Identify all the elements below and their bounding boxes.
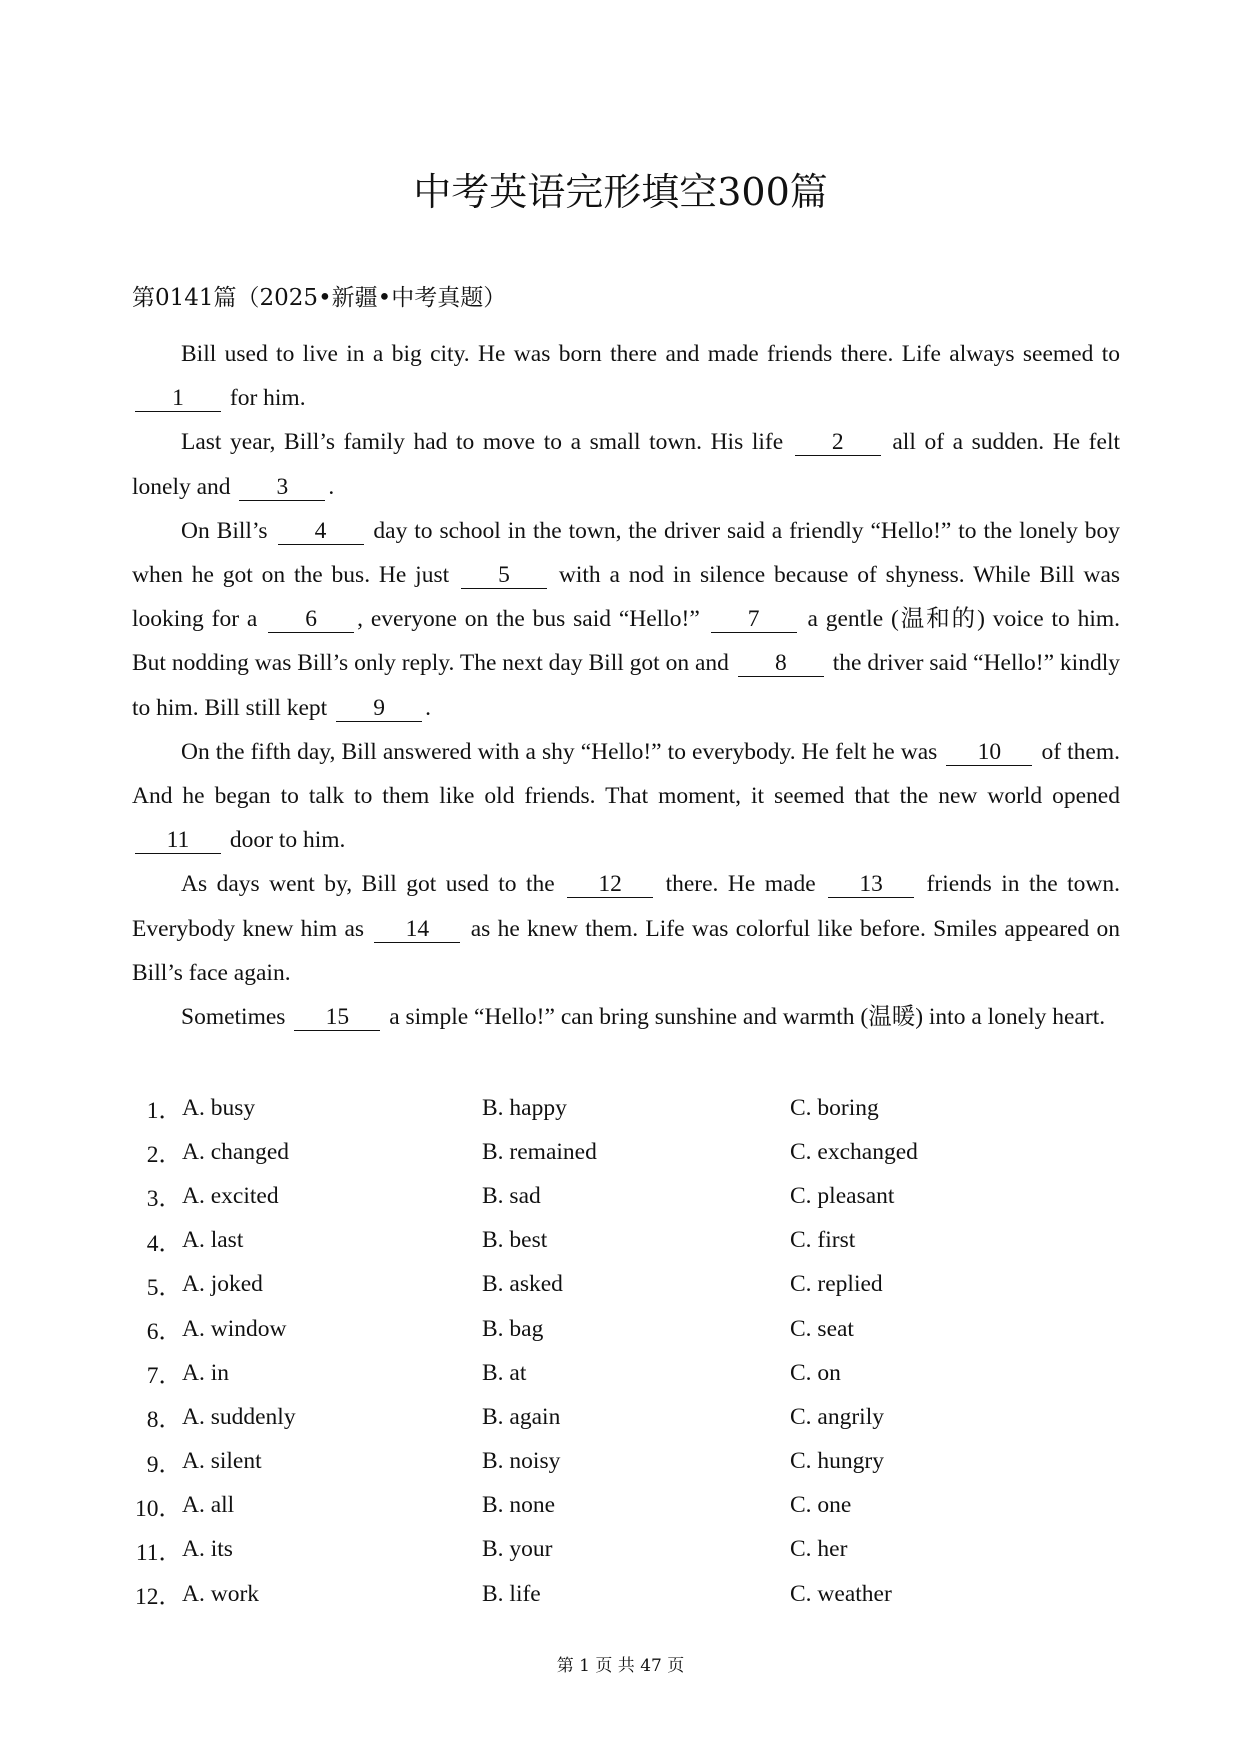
cloze-blank: 4 bbox=[278, 518, 364, 545]
option-a: A. all bbox=[182, 1492, 235, 1519]
option-a: A. excited bbox=[182, 1182, 279, 1209]
option-b: B. again bbox=[482, 1403, 561, 1430]
option-b: B. none bbox=[482, 1492, 556, 1519]
cloze-blank: 8 bbox=[738, 650, 824, 677]
answer-choices bbox=[132, 1086, 1120, 1616]
question-number: 8． bbox=[146, 1407, 182, 1434]
option-a: A. in bbox=[182, 1359, 229, 1386]
passage-text: there. He made bbox=[665, 871, 816, 898]
option-b: B. happy bbox=[482, 1094, 567, 1121]
option-b: B. at bbox=[482, 1359, 527, 1386]
option-a: A. work bbox=[182, 1580, 260, 1607]
option-c: C. seat bbox=[790, 1315, 854, 1342]
cloze-blank: 3 bbox=[239, 474, 325, 501]
option-b: B. sad bbox=[482, 1182, 541, 1209]
question-number: 2． bbox=[146, 1142, 182, 1169]
cloze-blank: 7 bbox=[711, 606, 797, 633]
question-row bbox=[132, 1174, 1120, 1218]
passage-text: . bbox=[425, 694, 431, 721]
passage-text: Bill used to live in a big city. He was born there and made friends there. Life always seemed to bbox=[181, 341, 1120, 367]
option-a: A. silent bbox=[182, 1448, 262, 1475]
option-a: A. its bbox=[182, 1536, 233, 1563]
passage-text: all of a sudden. He felt lonely and bbox=[132, 429, 1121, 500]
passage bbox=[132, 332, 1120, 1039]
question-number: 11． bbox=[135, 1539, 182, 1566]
option-a: A. suddenly bbox=[182, 1403, 296, 1430]
option-b: B. best bbox=[482, 1227, 548, 1254]
option-a: A. last bbox=[182, 1227, 244, 1254]
passage-text: On Bill’s bbox=[181, 517, 268, 544]
passage-paragraph bbox=[132, 862, 1120, 995]
question-number: 10． bbox=[135, 1495, 182, 1522]
option-b: B. asked bbox=[482, 1271, 563, 1298]
question-row bbox=[132, 1572, 1120, 1616]
cloze-blank: 6 bbox=[268, 606, 354, 633]
cloze-blank: 5 bbox=[461, 562, 547, 589]
question-number: 6． bbox=[146, 1319, 182, 1346]
question-row bbox=[132, 1307, 1120, 1351]
question-row bbox=[132, 1528, 1120, 1572]
question-row bbox=[132, 1484, 1120, 1528]
passage-text: the driver said “Hello!” kindly to him. Bill still kept bbox=[132, 650, 1120, 721]
question-row bbox=[132, 1086, 1120, 1130]
question-row bbox=[132, 1440, 1120, 1484]
passage-text: a simple “Hello!” can bring sunshine and warmth (温暖) into a lonely heart. bbox=[389, 1004, 1106, 1031]
passage-text: On the fifth day, Bill answered with a shy “Hello!” to everybody. He felt he was bbox=[181, 738, 938, 765]
passage-text: Sometimes bbox=[181, 1004, 286, 1031]
passage-text: day to school in the town, the driver said a friendly “Hello!” to the lonely boy when he got on the bus. He just bbox=[132, 517, 1120, 589]
cloze-blank: 14 bbox=[374, 916, 460, 943]
passage-paragraph bbox=[132, 995, 1120, 1039]
passage-heading: 第0141篇（2025•新疆•中考真题） bbox=[132, 285, 507, 311]
question-number: 7． bbox=[146, 1363, 182, 1390]
passage-text: friends in the town. Everybody knew him as bbox=[132, 871, 1121, 942]
option-c: C. one bbox=[790, 1492, 852, 1519]
option-a: A. changed bbox=[182, 1138, 290, 1165]
question-row bbox=[132, 1395, 1120, 1439]
question-row bbox=[132, 1351, 1120, 1395]
question-number: 5． bbox=[146, 1274, 182, 1301]
passage-text: Last year, Bill’s family had to move to a small town. His life bbox=[181, 429, 784, 456]
cloze-blank: 2 bbox=[795, 429, 881, 456]
cloze-blank: 13 bbox=[828, 871, 914, 898]
option-c: C. first bbox=[790, 1227, 856, 1254]
option-c: C. pleasant bbox=[790, 1182, 895, 1209]
option-a: A. busy bbox=[182, 1094, 256, 1121]
option-b: B. your bbox=[482, 1536, 553, 1563]
passage-text: , everyone on the bus said “Hello!” bbox=[357, 606, 700, 633]
passage-text: As days went by, Bill got used to the bbox=[181, 871, 555, 898]
option-c: C. weather bbox=[790, 1580, 892, 1607]
option-c: C. replied bbox=[790, 1271, 883, 1298]
question-number: 3． bbox=[146, 1186, 182, 1213]
passage-text: a gentle (温和的) voice to him. But nodding was Bill’s only reply. The next day Bill got on and bbox=[132, 606, 1121, 677]
passage-paragraph bbox=[132, 730, 1120, 863]
option-c: C. exchanged bbox=[790, 1138, 918, 1165]
question-number: 1． bbox=[146, 1098, 182, 1125]
cloze-blank: 11 bbox=[135, 827, 221, 854]
cloze-blank: 9 bbox=[336, 695, 422, 722]
passage-text: with a nod in silence because of shyness. While Bill was looking for a bbox=[132, 562, 1121, 633]
passage-paragraph bbox=[132, 509, 1120, 730]
option-b: B. noisy bbox=[482, 1448, 561, 1475]
question-number: 9． bbox=[146, 1451, 182, 1478]
question-row bbox=[132, 1263, 1120, 1307]
option-a: A. joked bbox=[182, 1271, 263, 1298]
cloze-blank: 12 bbox=[567, 871, 653, 898]
option-c: C. on bbox=[790, 1359, 841, 1386]
option-b: B. remained bbox=[482, 1138, 597, 1165]
cloze-blank: 10 bbox=[946, 739, 1032, 766]
passage-paragraph bbox=[132, 332, 1120, 420]
option-c: C. angrily bbox=[790, 1403, 884, 1430]
question-row bbox=[132, 1219, 1120, 1263]
question-row bbox=[132, 1130, 1120, 1174]
option-b: B. bag bbox=[482, 1315, 544, 1342]
passage-text: . bbox=[328, 473, 335, 500]
passage-paragraph bbox=[132, 420, 1120, 508]
option-b: B. life bbox=[482, 1580, 541, 1607]
cloze-blank: 1 bbox=[135, 385, 221, 412]
page-footer: 第 1 页 共 47 页 bbox=[556, 1656, 685, 1676]
passage-text: for him. bbox=[229, 385, 306, 412]
passage-text: door to him. bbox=[229, 827, 346, 854]
passage-text: as he knew them. Life was colorful like before. Smiles appeared on Bill’s face again. bbox=[132, 915, 1121, 986]
option-c: C. her bbox=[790, 1536, 848, 1563]
option-a: A. window bbox=[182, 1315, 287, 1342]
cloze-blank: 15 bbox=[294, 1004, 380, 1031]
option-c: C. hungry bbox=[790, 1448, 884, 1475]
page-title: 中考英语完形填空300篇 bbox=[413, 170, 828, 214]
passage-text: of them. And he began to talk to them like old friends. That moment, it seemed that the new world opened bbox=[132, 738, 1121, 810]
question-number: 12． bbox=[135, 1584, 182, 1611]
option-c: C. boring bbox=[790, 1094, 879, 1121]
question-number: 4． bbox=[146, 1230, 182, 1257]
